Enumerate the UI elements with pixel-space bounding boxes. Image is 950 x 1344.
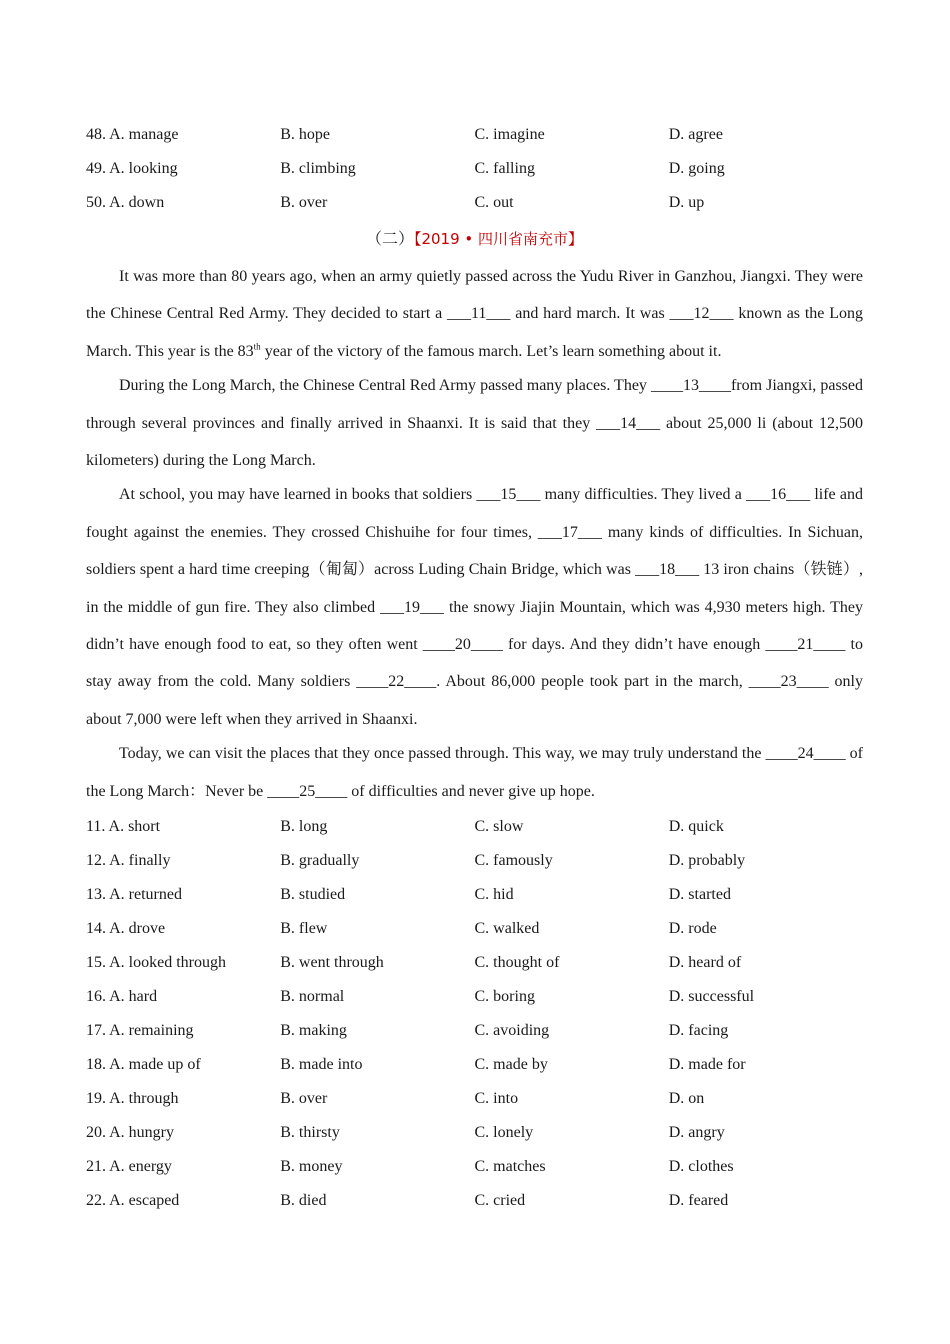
- option-row-19: [86, 1082, 863, 1116]
- option-c: C. boring: [474, 988, 535, 1006]
- option-d: D. clothes: [668, 1158, 734, 1176]
- option-a: 20. A. hungry: [86, 1124, 174, 1142]
- option-b: B. gradually: [280, 852, 360, 870]
- option-row-16: [86, 980, 863, 1014]
- option-b: B. went through: [280, 954, 384, 972]
- option-a: 21. A. energy: [86, 1158, 172, 1176]
- option-d: D. started: [668, 886, 731, 904]
- option-b: B. making: [280, 1022, 347, 1040]
- option-b: B. made into: [280, 1056, 363, 1074]
- section-number: （二）: [365, 231, 414, 248]
- section-source: 【2019 • 四川省南充市】: [413, 230, 584, 248]
- option-d: D. probably: [668, 852, 746, 870]
- option-b: B. flew: [280, 920, 328, 938]
- option-row-50: [86, 186, 863, 220]
- option-row-13: [86, 878, 863, 912]
- option-b: B. studied: [280, 886, 346, 904]
- option-b: B. hope: [280, 126, 331, 143]
- option-a: 17. A. remaining: [86, 1022, 194, 1040]
- option-b: B. normal: [280, 988, 345, 1006]
- option-d: D. facing: [668, 1022, 729, 1040]
- option-c: C. matches: [474, 1158, 546, 1176]
- paragraph-1-text-b: year of the victory of the famous march. Let’s learn something about it.: [260, 342, 722, 360]
- option-b: B. long: [280, 818, 328, 836]
- option-a: 22. A. escaped: [86, 1192, 180, 1210]
- option-b: B. thirsty: [280, 1124, 340, 1142]
- option-c: C. falling: [474, 160, 535, 177]
- option-b: B. over: [280, 194, 328, 211]
- paragraph-3: At school, you may have learned in books that soldiers ___15___ many difficulties. They lived a ___16___ life and fought against the enemies. They crossed Chishuihe for four times, ___17___ many kinds of difficulties. In Sichuan, soldiers spent a hard time creeping（匍匐）across Luding Chain Bridge, which was ___18___ 13 iron chains（铁链）, in the middle of gun fire. They also climbed ___19___ the snowy Jiajin Mountain, which was 4,930 meters high. They didn’t have enough food to eat, so they often went ____20____ for days. And they didn’t have enough ____21____ to stay away from the cold. Many soldiers ____22____. About 86,000 people took part in the march, ____23____ only about 7,000 were left when they arrived in Shaanxi.: [86, 486, 863, 728]
- option-c: C. famously: [474, 852, 553, 870]
- option-a: 14. A. drove: [86, 920, 166, 938]
- options-top: [86, 118, 863, 220]
- option-b: B. over: [280, 1090, 328, 1108]
- section-title: [86, 220, 863, 258]
- option-a: 15. A. looked through: [86, 954, 226, 972]
- option-c: C. cried: [474, 1192, 526, 1210]
- paragraph-1: [86, 258, 863, 370]
- option-c: C. lonely: [474, 1124, 534, 1142]
- options-bottom: [86, 810, 863, 1218]
- option-d: D. on: [668, 1090, 705, 1108]
- option-c: C. made by: [474, 1056, 548, 1074]
- option-a: 12. A. finally: [86, 852, 171, 870]
- option-d: D. made for: [668, 1056, 746, 1074]
- option-c: C. imagine: [474, 126, 545, 143]
- option-a: 13. A. returned: [86, 886, 182, 904]
- option-d: D. rode: [668, 920, 717, 938]
- option-row-49: [86, 152, 863, 186]
- option-row-11: [86, 810, 863, 844]
- option-a: 50. A. down: [86, 194, 165, 211]
- option-a: 48. A. manage: [86, 126, 179, 143]
- option-row-15: [86, 946, 863, 980]
- option-c: C. slow: [474, 818, 524, 836]
- option-c: C. avoiding: [474, 1022, 550, 1040]
- option-a: 18. A. made up of: [86, 1056, 201, 1074]
- option-c: C. thought of: [474, 954, 560, 972]
- passage: [86, 258, 863, 810]
- option-row-48: [86, 118, 863, 152]
- option-c: C. hid: [474, 886, 514, 904]
- option-row-20: [86, 1116, 863, 1150]
- superscript: th: [253, 341, 261, 352]
- option-d: D. successful: [668, 988, 755, 1006]
- option-a: 16. A. hard: [86, 988, 158, 1006]
- option-a: 11. A. short: [86, 818, 161, 836]
- option-row-17: [86, 1014, 863, 1048]
- option-c: C. walked: [474, 920, 540, 938]
- document-page: [86, 118, 863, 1218]
- paragraph-4: Today, we can visit the places that they once passed through. This way, we may truly understand the ____24____ of the Long March：Never be ____25____ of difficulties and never give up hope.: [86, 745, 863, 800]
- option-d: D. quick: [668, 818, 724, 836]
- option-b: B. money: [280, 1158, 343, 1176]
- option-d: D. angry: [668, 1124, 725, 1142]
- option-row-12: [86, 844, 863, 878]
- option-a: 19. A. through: [86, 1090, 179, 1108]
- option-c: C. out: [474, 194, 514, 211]
- option-d: D. up: [668, 194, 705, 211]
- option-row-22: [86, 1184, 863, 1218]
- option-row-18: [86, 1048, 863, 1082]
- option-d: D. going: [668, 160, 725, 177]
- option-b: B. climbing: [280, 160, 356, 177]
- option-a: 49. A. looking: [86, 160, 178, 177]
- option-d: D. feared: [668, 1192, 729, 1210]
- option-d: D. heard of: [668, 954, 742, 972]
- option-row-14: [86, 912, 863, 946]
- option-c: C. into: [474, 1090, 519, 1108]
- option-d: D. agree: [668, 126, 723, 143]
- paragraph-1-text-a: It was more than 80 years ago, when an army quietly passed across the Yudu River in Ganzhou, Jiangxi. They were the Chinese Central Red Army. They decided to start a ___11___ and hard march. It was ___12___ known as the Long March. This year is the 83: [86, 268, 863, 360]
- option-row-21: [86, 1150, 863, 1184]
- paragraph-2: During the Long March, the Chinese Central Red Army passed many places. They ____13____from Jiangxi, passed through several provinces and finally arrived in Shaanxi. It is said that they ___14___ about 25,000 li (about 12,500 kilometers) during the Long March.: [86, 377, 863, 470]
- option-b: B. died: [280, 1192, 327, 1210]
